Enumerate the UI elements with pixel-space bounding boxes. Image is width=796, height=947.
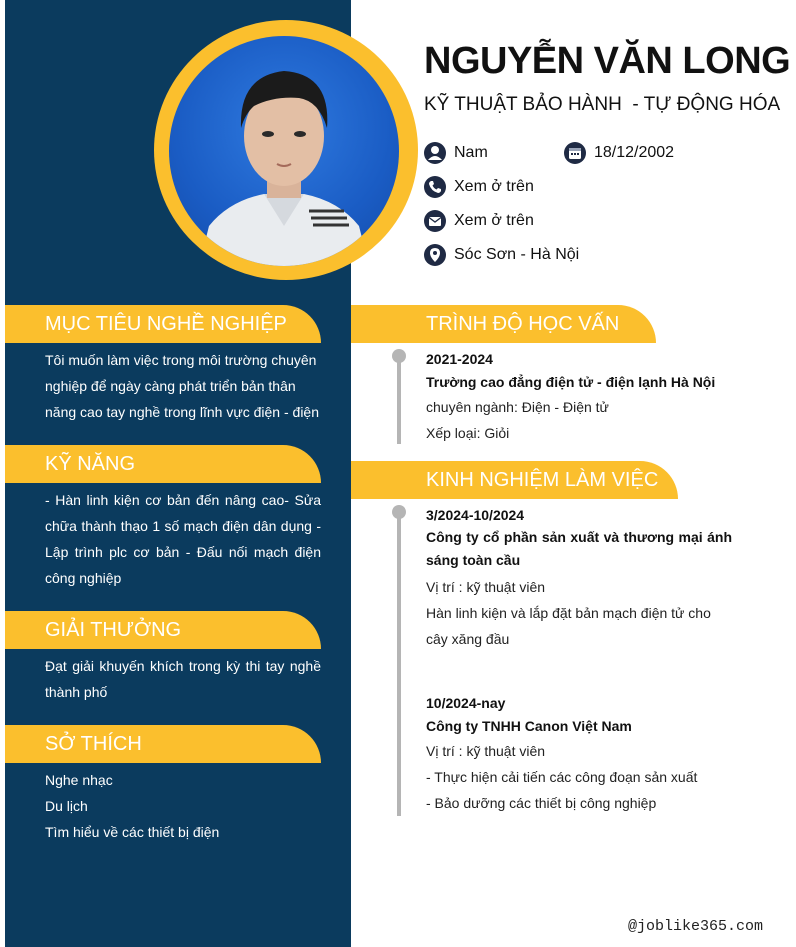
address-value: Sóc Sơn - Hà Nội: [454, 246, 580, 263]
experience-timeline: [397, 512, 401, 816]
objective-text: [45, 347, 321, 425]
job-company: Công ty cổ phần sản xuất và thương mại ánh sáng toàn cầu: [426, 529, 732, 568]
birthday-row: [564, 142, 674, 164]
awards-header: [5, 611, 321, 649]
job-desc-line: - Bảo dưỡng các thiết bị công nghiệp: [426, 795, 657, 811]
objective-title: MỤC TIÊU NGHỀ NGHIỆP: [45, 313, 287, 335]
job-desc-line: cây xăng đầu: [426, 631, 510, 647]
email-row: [424, 210, 534, 232]
objective-line: nghiệp để ngày càng phát triển bản thân: [45, 378, 296, 394]
education-header: [351, 305, 656, 343]
experience-title: KINH NGHIỆM LÀM VIỆC: [426, 469, 659, 491]
candidate-name: NGUYỄN VĂN LONG: [424, 40, 791, 82]
skills-text: - Hàn linh kiện cơ bản đến nâng cao- Sửa chữa thành thạo 1 số mạch điện dân dụng - Lập trình plc cơ bản - Đấu nối mạch điện công nghiệp: [45, 492, 321, 586]
job-entry: [426, 692, 732, 816]
objective-line: năng cao tay nghề trong lĩnh vực điện - điện: [45, 404, 319, 420]
job-title: KỸ THUẬT BẢO HÀNH - TỰ ĐỘNG HÓA: [424, 94, 781, 115]
calendar-icon: [564, 142, 586, 164]
location-icon: [424, 244, 446, 266]
awards-text: Đạt giải khuyến khích trong kỳ thi tay nghề thành phố: [45, 658, 321, 700]
hobbies-title: SỞ THÍCH: [45, 733, 142, 755]
job-entry: [426, 504, 732, 652]
mail-icon: [424, 210, 446, 232]
job-company: Công ty TNHH Canon Việt Nam: [426, 718, 632, 734]
education-title: TRÌNH ĐỘ HỌC VẤN: [426, 313, 620, 335]
job-position: Vị trí : kỹ thuật viên: [426, 743, 546, 759]
phone-value: Xem ở trên: [454, 178, 534, 195]
education-timeline: [397, 356, 401, 444]
address-row: [424, 244, 579, 266]
job-desc-line: - Thực hiện cải tiến các công đoạn sản xuất: [426, 769, 698, 785]
hobby-item: Nghe nhạc: [45, 772, 113, 788]
hobby-item: Du lịch: [45, 798, 88, 814]
education-period: 2021-2024: [426, 351, 493, 367]
objective-header: [5, 305, 321, 343]
education-entry: [426, 348, 732, 446]
gender-row: [424, 142, 488, 164]
hobbies-list: [45, 767, 321, 845]
education-major: chuyên ngành: Điện - Điện tử: [426, 399, 609, 415]
job-period: 3/2024-10/2024: [426, 507, 525, 523]
objective-line: Tôi muốn làm việc trong môi trường chuyên: [45, 352, 317, 368]
skills-title: KỸ NĂNG: [45, 453, 136, 475]
profile-photo: [169, 36, 399, 266]
job-period: 10/2024-nay: [426, 695, 506, 711]
birthday-value: 18/12/2002: [594, 144, 675, 161]
gender-value: Nam: [454, 144, 488, 161]
education-grade: Xếp loại: Giỏi: [426, 425, 510, 441]
job-desc-line: Hàn linh kiện và lắp đặt bản mạch điện tử cho: [426, 605, 711, 621]
skills-header: [5, 445, 321, 483]
experience-header: [351, 461, 678, 499]
watermark: @joblike365.com: [628, 918, 764, 935]
education-timeline-dot: [392, 349, 406, 363]
hobby-item: Tìm hiểu về các thiết bị điện: [45, 824, 220, 840]
experience-timeline-dot: [392, 505, 406, 519]
email-value: Xem ở trên: [454, 212, 534, 229]
phone-row: [424, 176, 534, 198]
job-position: Vị trí : kỹ thuật viên: [426, 579, 546, 595]
hobbies-header: [5, 725, 321, 763]
phone-icon: [424, 176, 446, 198]
user-icon: [424, 142, 446, 164]
awards-title: GIẢI THƯỞNG: [45, 619, 182, 641]
education-school: Trường cao đẳng điện tử - điện lạnh Hà Nội: [426, 374, 716, 390]
